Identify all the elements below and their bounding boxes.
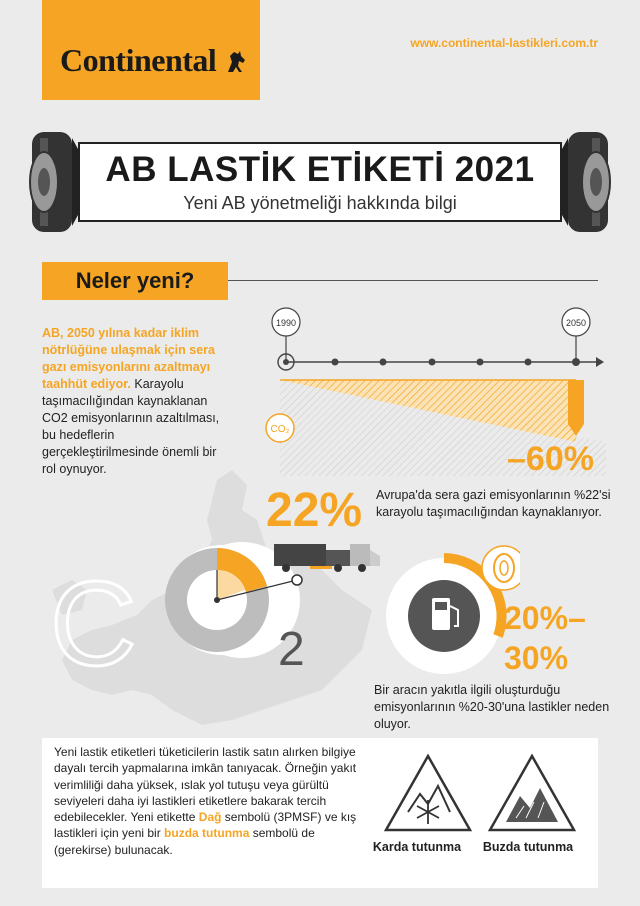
timeline-end-year: 2050 bbox=[565, 318, 587, 328]
co2-letter-2: 2 bbox=[278, 623, 305, 676]
label-info-text bbox=[54, 744, 372, 858]
label-info-part-2: sembolü (3PMSF) ve kış lastikleri için yeni bir bbox=[54, 810, 357, 841]
label-info-box bbox=[42, 738, 598, 888]
snow-grip-label: Karda tutunma bbox=[372, 840, 462, 854]
fuel-gauge bbox=[380, 540, 520, 680]
truck-icon bbox=[274, 540, 384, 576]
title-banner bbox=[78, 142, 562, 222]
intro-body: Karayolu taşımacılığından kaynaklanan CO2 emisyonlarının azaltılması, bu hedeflerin gerçekleştirilmesinde önemli bir rol oynuyor. bbox=[42, 377, 220, 476]
fuel-text: Bir aracın yakıtla ilgili oluşturduğu emisyonlarının %20-30'una lastikler neden oluyor. bbox=[374, 683, 610, 731]
section-header bbox=[42, 262, 228, 300]
reduction-percent: –60% bbox=[507, 440, 594, 478]
co2-letter-c: C bbox=[50, 557, 137, 691]
brand-logo bbox=[60, 42, 250, 79]
label-info-part-1: Yeni lastik etiketleri tüketicilerin lastik satın alırken bilgiye dayalı tercih yapmalarına imkân tanıyacak. Örneğin yakıt verimliliği daha yüksek, ıslak yol tutuşu veya gürültü seviyeleri daha iyi lastikleri etiketlere bakarak tercih edebilecekler. Yeni etikette bbox=[54, 745, 357, 825]
website-link[interactable]: www.continental-lastikleri.com.tr bbox=[410, 36, 598, 50]
brand-name: Continental bbox=[60, 42, 217, 78]
page-subtitle: Yeni AB yönetmeliği hakkında bilgi bbox=[183, 193, 457, 213]
label-info-part-3: sembolü de (gerekirse) bulunacak. bbox=[54, 826, 315, 857]
intro-highlight: AB, 2050 yılına kadar iklim nötrlüğüne ulaşmak için sera gazı emisyonlarını azaltmayı taahhüt ediyor. bbox=[42, 326, 215, 391]
transport-text: Avrupa'da sera gazi emisyonlarının %22'si karayolu taşımacılığından kaynaklanıyor. bbox=[376, 488, 611, 519]
ice-word: buzda tutunma bbox=[164, 826, 250, 841]
ice-grip-label: Buzda tutunma bbox=[482, 840, 574, 854]
brand-logo-box bbox=[42, 0, 260, 100]
fuel-percent-bottom: 30% bbox=[504, 640, 569, 676]
horse-icon bbox=[224, 48, 250, 74]
mountain-word: Dağ bbox=[198, 810, 222, 825]
transport-percent: 22% bbox=[266, 484, 363, 537]
snow-grip-icon bbox=[382, 752, 474, 834]
co2-icon-label: CO₂ bbox=[270, 424, 290, 435]
fuel-percent-top: 20%– bbox=[504, 600, 586, 636]
page-title: AB LASTİK ETİKETİ 2021 bbox=[105, 150, 535, 189]
timeline-start-year: 1990 bbox=[275, 318, 297, 328]
section-divider bbox=[228, 280, 598, 281]
section-title: Neler yeni? bbox=[75, 268, 195, 293]
ice-grip-icon bbox=[486, 752, 578, 834]
